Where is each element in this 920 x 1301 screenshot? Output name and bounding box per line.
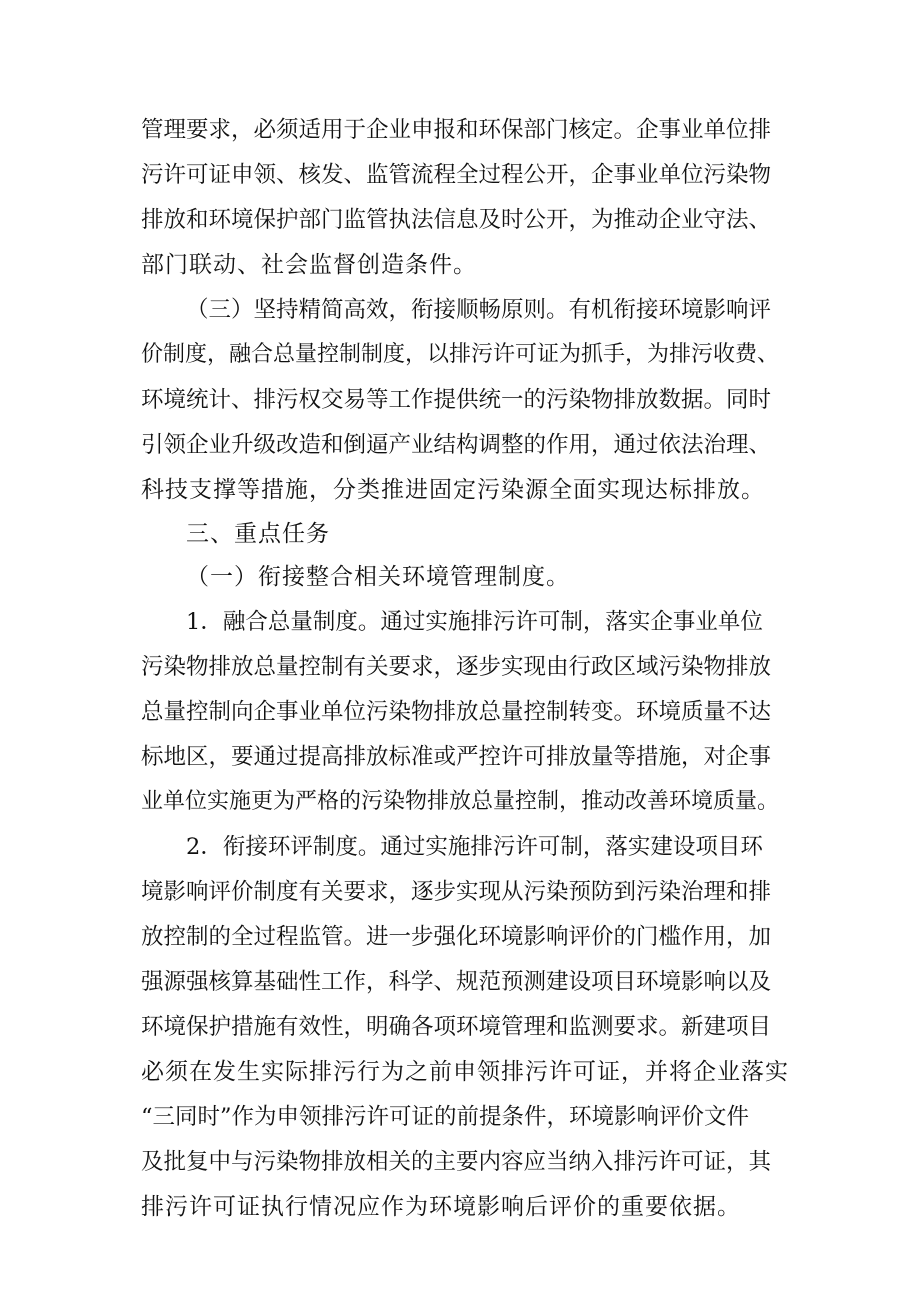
text-line: 及批复中与污染物排放相关的主要内容应当纳入排污许可证，其 (141, 1149, 772, 1175)
text-line: 1．融合总量制度。通过实施排污许可制，落实企事业单位 (186, 609, 763, 635)
text-line: 污许可证申领、核发、监管流程全过程公开，企事业单位污染物 (141, 162, 772, 188)
text-line: 2．衔接环评制度。通过实施排污许可制，落实建设项目环 (186, 834, 763, 860)
text-line: 业单位实施更为严格的污染物排放总量控制，推动改善环境质量。 (141, 789, 780, 814)
text-line: 科技支撑等措施，分类推进固定污染源全面实现达标排放。 (141, 477, 765, 503)
text-line: 境影响评价制度有关要求，逐步实现从污染预防到污染治理和排 (141, 879, 772, 905)
text-line: 强源强核算基础性工作，科学、规范预测建设项目环境影响以及 (141, 969, 772, 995)
text-line: 环境统计、排污权交易等工作提供统一的污染物排放数据。同时 (141, 387, 772, 413)
subsection-heading: （一）衔接整合相关环境管理制度。 (186, 564, 570, 590)
text-line: 价制度，融合总量控制制度，以排污许可证为抓手，为排污收费、 (141, 342, 780, 367)
text-line: 必须在发生实际排污行为之前申领排污许可证，并将企业落实 (141, 1059, 789, 1085)
text-line: 排污许可证执行情况应作为环境影响后评价的重要依据。 (141, 1194, 741, 1220)
text-line: 引领企业升级改造和倒逼产业结构调整的作用，通过依法治理、 (141, 432, 772, 458)
section-heading: 三、重点任务 (186, 521, 330, 547)
text-line: 环境保护措施有效性，明确各项环境管理和监测要求。新建项目 (141, 1014, 772, 1040)
text-line: 放控制的全过程监管。进一步强化环境影响评价的门槛作用，加 (141, 924, 772, 950)
text-line: 标地区，要通过提高排放标准或严控许可排放量等措施，对企事 (141, 744, 772, 770)
text-line: 管理要求，必须适用于企业申报和环保部门核定。企事业单位排 (141, 117, 772, 143)
text-line: 部门联动、社会监督创造条件。 (141, 252, 477, 278)
text-line: （三）坚持精简高效，衔接顺畅原则。有机衔接环境影响评 (186, 297, 772, 323)
text-line: 总量控制向企事业单位污染物排放总量控制转变。环境质量不达 (141, 699, 772, 725)
text-line: 污染物排放总量控制有关要求，逐步实现由行政区域污染物排放 (141, 654, 772, 680)
text-line: “三同时”作为申领排污许可证的前提条件，环境影响评价文件 (141, 1104, 750, 1130)
text-line: 排放和环境保护部门监管执法信息及时公开，为推动企业守法、 (141, 207, 772, 233)
